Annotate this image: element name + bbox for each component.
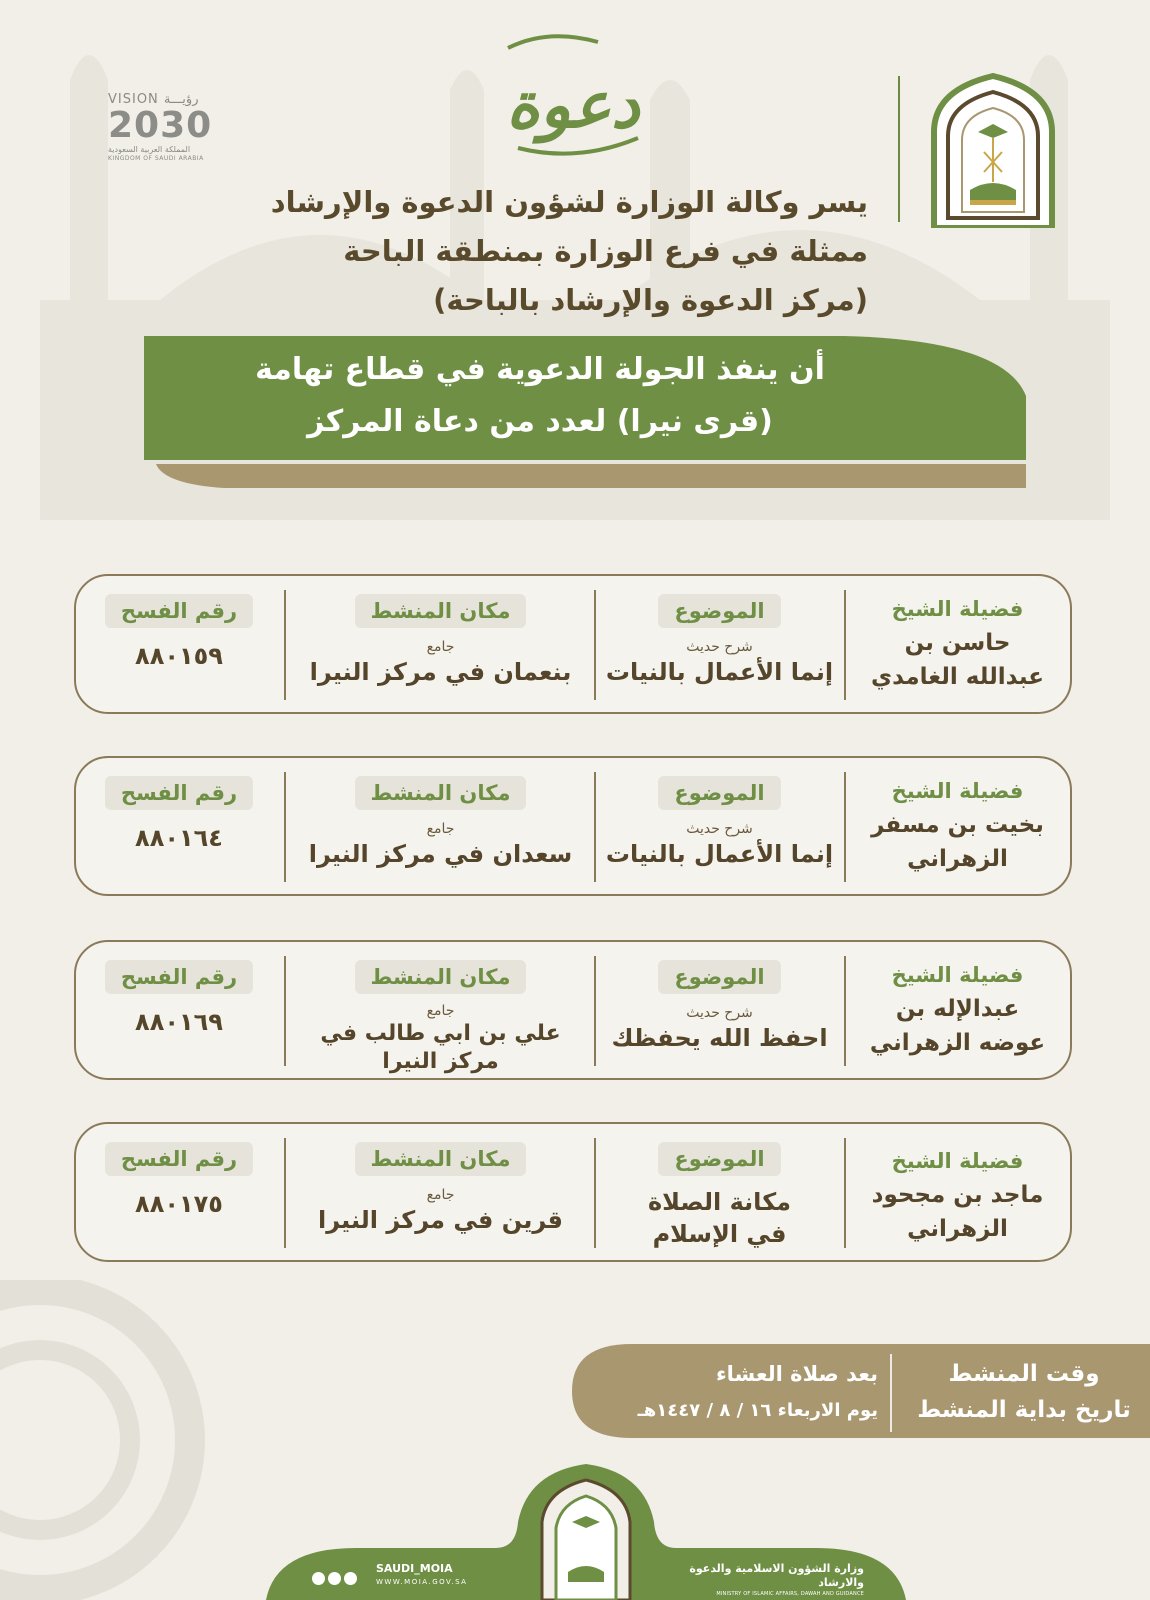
- permit-label: رقم الفسح: [105, 960, 253, 994]
- sheikh-label: فضيلة الشيخ: [891, 779, 1024, 803]
- twitter-icon[interactable]: [344, 1572, 357, 1585]
- sheikh-name-line-2: عبدالله الغامدي: [871, 664, 1044, 690]
- instagram-icon[interactable]: [328, 1572, 341, 1585]
- social-handle[interactable]: SAUDI_MOIA: [376, 1562, 453, 1575]
- facebook-icon[interactable]: [312, 1572, 325, 1585]
- header-divider: [898, 76, 900, 222]
- permit-number: ٨٨٠١٦٩: [135, 1008, 223, 1036]
- sheikh-column: [845, 942, 1070, 1078]
- sheikh-column: [845, 1124, 1070, 1260]
- date-value: يوم الاربعاء ١٦ / ٨ / ١٤٤٧هـ: [637, 1400, 878, 1421]
- mosque-label: جامع: [426, 639, 455, 655]
- place-column: [288, 758, 593, 894]
- topic-title: احفظ الله يحفظك: [611, 1024, 828, 1052]
- column-divider: [284, 590, 286, 700]
- topic-column: [597, 758, 842, 894]
- column-divider: [594, 772, 596, 882]
- sheikh-name-line-1: بخيت بن مسفر: [871, 812, 1044, 838]
- sheikh-name-line-2: عوضه الزهراني: [869, 1030, 1046, 1056]
- permit-label: رقم الفسح: [105, 1142, 253, 1176]
- topic-label: الموضوع: [658, 776, 780, 810]
- vision-arabic: المملكة العربية السعودية: [108, 145, 191, 154]
- place-column: [288, 1124, 593, 1260]
- banner-line-1: أن ينفذ الجولة الدعوية في قطاع تهامة: [255, 352, 825, 387]
- place-column: [288, 576, 593, 712]
- mosque-label: جامع: [426, 821, 455, 837]
- ministry-name-arabic: وزارة الشؤون الاسلامية والدعوة والارشاد: [689, 1562, 864, 1589]
- schedule-values: [598, 1356, 878, 1430]
- permit-number: ٨٨٠١٦٤: [135, 824, 223, 852]
- topic-note: شرح حديث: [686, 1005, 753, 1021]
- ministry-name-english: MINISTRY OF ISLAMIC AFFAIRS, DAWAH AND GUIDANCE: [716, 1591, 864, 1597]
- topic-title-line-1: مكانة الصلاة: [647, 1188, 792, 1216]
- vision-english: KINGDOM OF SAUDI ARABIA: [108, 155, 204, 162]
- place-name-line-1: علي بن ابي طالب في: [320, 1021, 561, 1046]
- sheikh-column: [845, 758, 1070, 894]
- time-value: بعد صلاة العشاء: [715, 1362, 878, 1386]
- column-divider: [284, 772, 286, 882]
- sheikh-label: فضيلة الشيخ: [891, 963, 1024, 987]
- topic-column: [597, 942, 842, 1078]
- activity-card-2: [74, 756, 1072, 896]
- footer-ministry: [664, 1562, 864, 1599]
- topic-title: إنما الأعمال بالنيات: [605, 658, 834, 686]
- dawah-logo: [488, 28, 658, 158]
- place-column: [288, 942, 593, 1078]
- permit-number: ٨٨٠١٧٥: [135, 1190, 223, 1218]
- column-divider: [284, 956, 286, 1066]
- topic-label: الموضوع: [658, 960, 780, 994]
- permit-column: [74, 942, 284, 1078]
- place-name-line-2: مركز النيرا: [382, 1049, 499, 1074]
- mosque-label: جامع: [426, 1003, 455, 1019]
- column-divider: [844, 956, 846, 1066]
- sheikh-name-line-2: الزهراني: [907, 846, 1008, 872]
- place-name: قرين في مركز النيرا: [318, 1206, 563, 1234]
- column-divider: [844, 590, 846, 700]
- banner-text: [160, 344, 920, 448]
- column-divider: [594, 1138, 596, 1248]
- sheikh-label: فضيلة الشيخ: [891, 1149, 1024, 1173]
- column-divider: [844, 772, 846, 882]
- place-label: مكان المنشط: [355, 960, 527, 994]
- dawah-logo-text: دعوة: [506, 68, 640, 143]
- schedule-labels: [904, 1356, 1144, 1428]
- sheikh-name-line-1: حاسن بن: [904, 630, 1011, 656]
- website-link[interactable]: WWW.MOIA.GOV.SA: [376, 1578, 468, 1586]
- sheikh-label: فضيلة الشيخ: [891, 597, 1024, 621]
- intro-line-1: يسر وكالة الوزارة لشؤون الدعوة والإرشاد: [270, 185, 868, 219]
- schedule-divider: [890, 1354, 892, 1432]
- ornament-background: [0, 1280, 260, 1600]
- vision-year: 2030: [108, 105, 213, 146]
- activity-card-3: [74, 940, 1072, 1080]
- permit-label: رقم الفسح: [105, 594, 253, 628]
- date-label: تاريخ بداية المنشط: [917, 1397, 1131, 1423]
- intro-text: [228, 178, 868, 325]
- vision-2030-logo: [108, 92, 238, 162]
- place-name: بنعمان في مركز النيرا: [309, 658, 572, 686]
- topic-column: [597, 1124, 842, 1260]
- column-divider: [594, 590, 596, 700]
- permit-column: [74, 1124, 284, 1260]
- permit-column: [74, 758, 284, 894]
- column-divider: [284, 1138, 286, 1248]
- topic-title-line-2: في الإسلام: [652, 1220, 787, 1248]
- topic-note: شرح حديث: [686, 639, 753, 655]
- place-label: مكان المنشط: [355, 776, 527, 810]
- place-label: مكان المنشط: [355, 1142, 527, 1176]
- place-name: سعدان في مركز النيرا: [308, 840, 573, 868]
- topic-label: الموضوع: [658, 594, 780, 628]
- activity-card-1: [74, 574, 1072, 714]
- sheikh-name-line-2: الزهراني: [907, 1216, 1008, 1242]
- topic-column: [597, 576, 842, 712]
- topic-note: شرح حديث: [686, 821, 753, 837]
- banner-line-2: (قرى نيرا) لعدد من دعاة المركز: [307, 404, 773, 439]
- sheikh-name-line-1: عبدالإله بن: [895, 996, 1020, 1022]
- topic-label: الموضوع: [658, 1142, 780, 1176]
- intro-line-2: ممثلة في فرع الوزارة بمنطقة الباحة: [343, 234, 868, 268]
- ministry-emblem-icon: [926, 72, 1060, 228]
- permit-label: رقم الفسح: [105, 776, 253, 810]
- sheikh-name-line-1: ماجد بن مجحود: [871, 1182, 1044, 1208]
- column-divider: [594, 956, 596, 1066]
- place-label: مكان المنشط: [355, 594, 527, 628]
- vision-label: VISION رؤيـــة: [108, 92, 199, 107]
- column-divider: [844, 1138, 846, 1248]
- mosque-label: جامع: [426, 1187, 455, 1203]
- time-label: وقت المنشط: [948, 1361, 1100, 1387]
- intro-line-3: (مركز الدعوة والإرشاد بالباحة): [433, 283, 868, 317]
- sheikh-column: [845, 576, 1070, 712]
- permit-column: [74, 576, 284, 712]
- social-icons: [312, 1570, 360, 1589]
- activity-card-4: [74, 1122, 1072, 1262]
- topic-title: إنما الأعمال بالنيات: [605, 840, 834, 868]
- permit-number: ٨٨٠١٥٩: [135, 642, 223, 670]
